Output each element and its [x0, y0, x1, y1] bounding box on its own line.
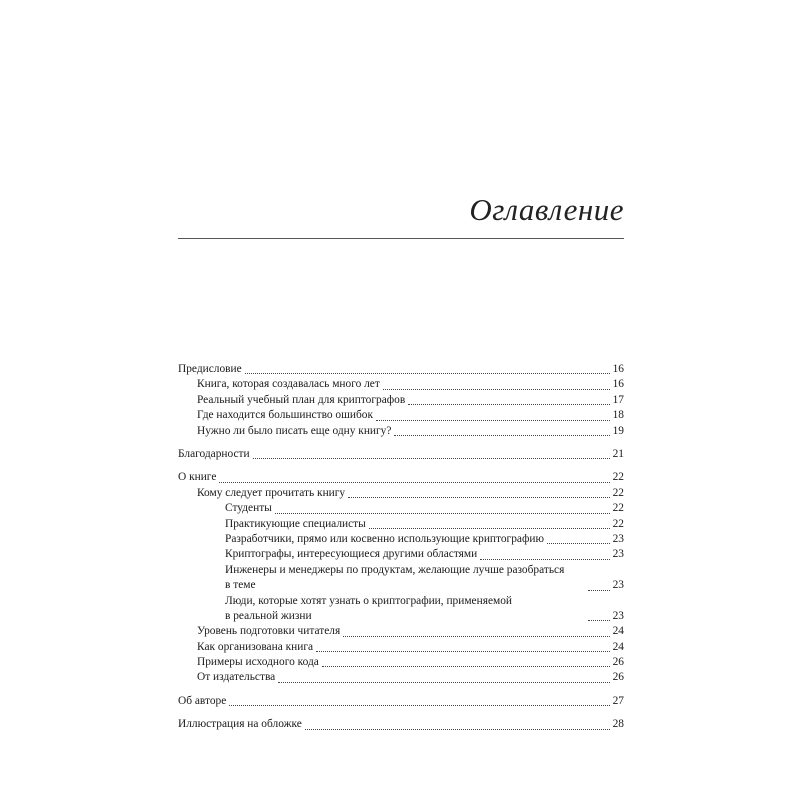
toc-page-number: 16	[612, 378, 624, 391]
toc-entry-label	[225, 594, 585, 625]
toc-page-number: 22	[612, 502, 624, 515]
toc-entry[interactable]	[178, 501, 624, 516]
toc-entry-label: О книге	[178, 471, 217, 484]
toc-page-number: 22	[612, 471, 624, 484]
toc-entry-label: Разработчики, прямо или косвенно использующие криптографию	[225, 532, 544, 545]
toc-page-number: 24	[612, 640, 624, 653]
toc-entry-cover[interactable]	[178, 717, 624, 732]
dot-leader	[253, 458, 610, 459]
toc-entry-label: Криптографы, интересующиеся другими областями	[225, 548, 478, 561]
toc-entry-label: Об авторе	[178, 694, 227, 707]
toc-entry-label: Иллюстрация на обложке	[178, 718, 302, 731]
title-rule	[178, 238, 624, 239]
toc-entry[interactable]	[178, 408, 624, 423]
dot-leader	[376, 420, 610, 421]
toc-page-number: 23	[612, 548, 624, 561]
dot-leader	[305, 729, 610, 730]
toc-entry-about-book[interactable]	[178, 470, 624, 485]
toc-entry[interactable]	[178, 594, 624, 625]
toc-entry-label: Практикующие специалисты	[225, 517, 366, 530]
toc-entry[interactable]	[178, 517, 624, 532]
dot-leader	[480, 559, 609, 560]
toc-entry-audience[interactable]	[178, 486, 624, 501]
toc-entry-line: в реальной жизни	[225, 609, 312, 622]
dot-leader	[408, 404, 609, 405]
toc-page-number: 18	[612, 409, 624, 422]
toc-entry[interactable]	[178, 624, 624, 639]
dot-leader	[588, 590, 610, 591]
toc-page-number: 27	[612, 694, 624, 707]
dot-leader	[588, 620, 610, 621]
toc-page-number: 16	[612, 362, 624, 375]
toc-entry[interactable]	[178, 377, 624, 392]
toc-entry-line: в теме	[225, 579, 256, 592]
toc-page-number: 22	[612, 486, 624, 499]
toc-page-number: 26	[612, 656, 624, 669]
toc-page-number: 23	[612, 532, 624, 545]
toc-entry-label: Книга, которая создавалась много лет	[197, 378, 380, 391]
toc-entry[interactable]	[178, 655, 624, 670]
dot-leader	[394, 435, 609, 436]
toc-entry-about-author[interactable]	[178, 694, 624, 709]
toc-page-number: 21	[612, 447, 624, 460]
toc-entry-label: Благодарности	[178, 447, 250, 460]
dot-leader	[547, 543, 610, 544]
dot-leader	[369, 528, 610, 529]
toc-entry-line: Инженеры и менеджеры по продуктам, желающие лучше разобраться	[225, 563, 565, 576]
toc-entry-label: Предисловие	[178, 362, 242, 375]
toc-entry-label: Где находится большинство ошибок	[197, 409, 374, 422]
toc-entry-label: Кому следует прочитать книгу	[197, 486, 346, 499]
toc-page-number: 19	[612, 424, 624, 437]
toc-entry-label: От издательства	[197, 671, 276, 684]
toc-page-number: 17	[612, 393, 624, 406]
toc-entry-thanks[interactable]	[178, 447, 624, 462]
table-of-contents	[178, 362, 624, 741]
toc-entry[interactable]	[178, 640, 624, 655]
toc-group-cover	[178, 717, 624, 732]
toc-entry-label: Уровень подготовки читателя	[197, 625, 341, 638]
toc-entry-label: Студенты	[225, 502, 272, 515]
toc-entry[interactable]	[178, 393, 624, 408]
page-title: Оглавление	[469, 192, 624, 227]
toc-entry[interactable]	[178, 424, 624, 439]
dot-leader	[348, 497, 609, 498]
toc-group-preface	[178, 362, 624, 439]
toc-page-number: 28	[612, 718, 624, 731]
toc-page-number: 22	[612, 517, 624, 530]
toc-page-number: 26	[612, 671, 624, 684]
dot-leader	[383, 389, 610, 390]
toc-entry-line: Люди, которые хотят узнать о криптографии, применяемой	[225, 594, 513, 607]
toc-group-about-book	[178, 470, 624, 686]
toc-entry[interactable]	[178, 563, 624, 594]
dot-leader	[275, 513, 610, 514]
dot-leader	[245, 373, 610, 374]
dot-leader	[343, 636, 609, 637]
toc-group-about-author	[178, 694, 624, 709]
toc-page-number: 23	[612, 579, 624, 592]
dot-leader	[316, 651, 610, 652]
toc-entry[interactable]	[178, 670, 624, 685]
toc-group-thanks	[178, 447, 624, 462]
dot-leader	[278, 682, 609, 683]
toc-page-number: 24	[612, 625, 624, 638]
toc-entry-label: Как организована книга	[197, 640, 314, 653]
toc-entry[interactable]	[178, 547, 624, 562]
toc-entry-preface[interactable]	[178, 362, 624, 377]
toc-entry-label	[225, 563, 585, 594]
toc-entry[interactable]	[178, 532, 624, 547]
toc-entry-label: Реальный учебный план для криптографов	[197, 393, 406, 406]
toc-entry-label: Нужно ли было писать еще одну книгу?	[197, 424, 392, 437]
dot-leader	[219, 482, 609, 483]
dot-leader	[322, 666, 610, 667]
toc-entry-label: Примеры исходного кода	[197, 656, 319, 669]
toc-page-number: 23	[612, 609, 624, 622]
dot-leader	[229, 705, 609, 706]
